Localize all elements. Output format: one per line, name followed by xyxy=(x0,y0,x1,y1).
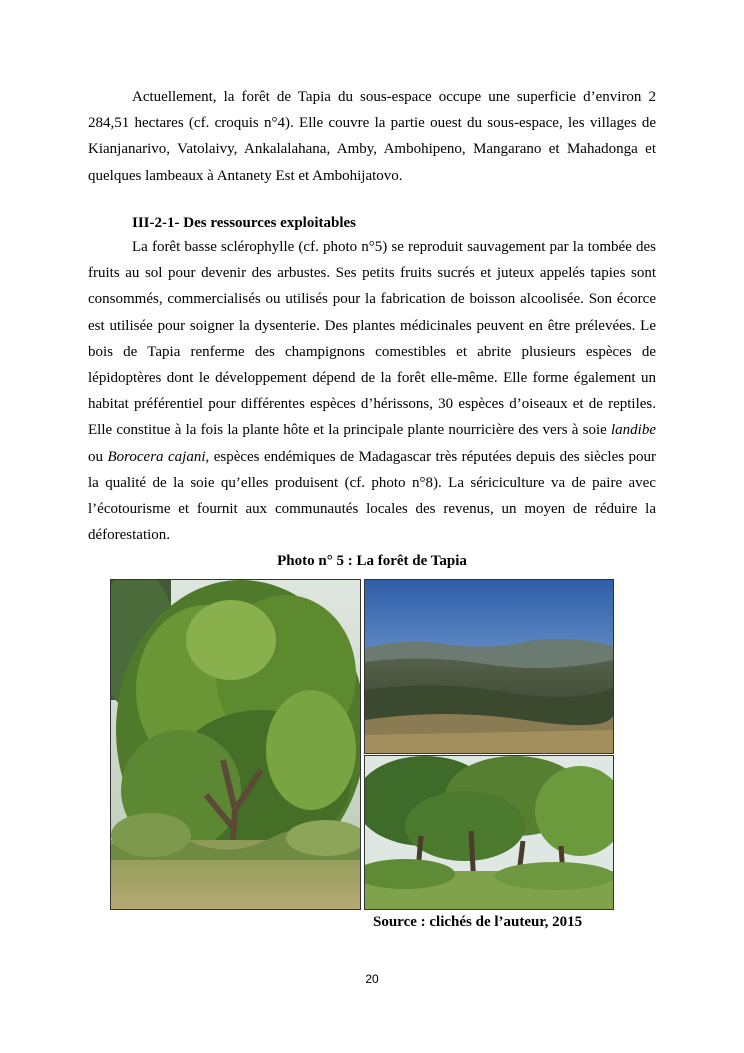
paragraph-resources-text-1: La forêt basse sclérophylle (cf. photo n°5) se reproduit sauvagement par la tombée des fruits au sol pour devenir des arbustes. Ses petits fruits sucrés et juteux appelés tapies sont consommés, commercialisés ou utilisés pour la fabrication de boisson alcoolisée. Son écorce est utilisée pour soigner la dysenterie. Des plantes médicinales peuvent en être prélevées. Le bois de Tapia renferme des champignons comestibles et abrite plusieurs espèces de lépidoptères dont le développement dépend de la forêt elle-même. Elle forme également un habitat préférentiel pour différentes espèces d’hérissons, 30 espèces d’oiseaux et de reptiles. Elle constitue à la fois la plante hôte et la principale plante nourricière des vers à soie xyxy=(88,239,656,439)
photo-landscape xyxy=(364,579,614,754)
page-number: 20 xyxy=(365,972,379,986)
photo-caption: Photo n° 5 : La forêt de Tapia xyxy=(277,553,467,569)
section-heading: III-2-1- Des ressources exploitables xyxy=(132,215,357,231)
paragraph-resources xyxy=(88,234,656,548)
paragraph-intro xyxy=(88,84,656,189)
paragraph-intro-text: Actuellement, la forêt de Tapia du sous-espace occupe une superficie d’environ 2 284,51 hectares (cf. croquis n°4). Elle couvre la partie ouest du sous-espace, les villages de Kianjanarivo, Vatolaivy, Ankalalahana, Amby, Ambohipeno, Mangarano et Mahadonga et quelques lambeaux à Antanety Est et Ambohijatovo. xyxy=(88,89,656,184)
paragraph-resources-text-2: ou xyxy=(88,448,108,465)
paragraph-resources-italic-1: landibe xyxy=(611,422,656,439)
photo-woodland xyxy=(364,755,614,910)
photo-tapia-tree xyxy=(110,579,361,910)
paragraph-resources-text-3: , espèces endémiques de Madagascar très réputées depuis des siècles pour la qualité de la soie qu’elles produisent (cf. photo n°8). La sériciculture va de paire avec l’écotourisme et fournit aux communautés locales des revenus, un moyen de réduire la déforestation. xyxy=(88,448,657,544)
photo-source: Source : clichés de l’auteur, 2015 xyxy=(373,914,583,930)
paragraph-resources-italic-2: Borocera cajani xyxy=(107,448,206,465)
